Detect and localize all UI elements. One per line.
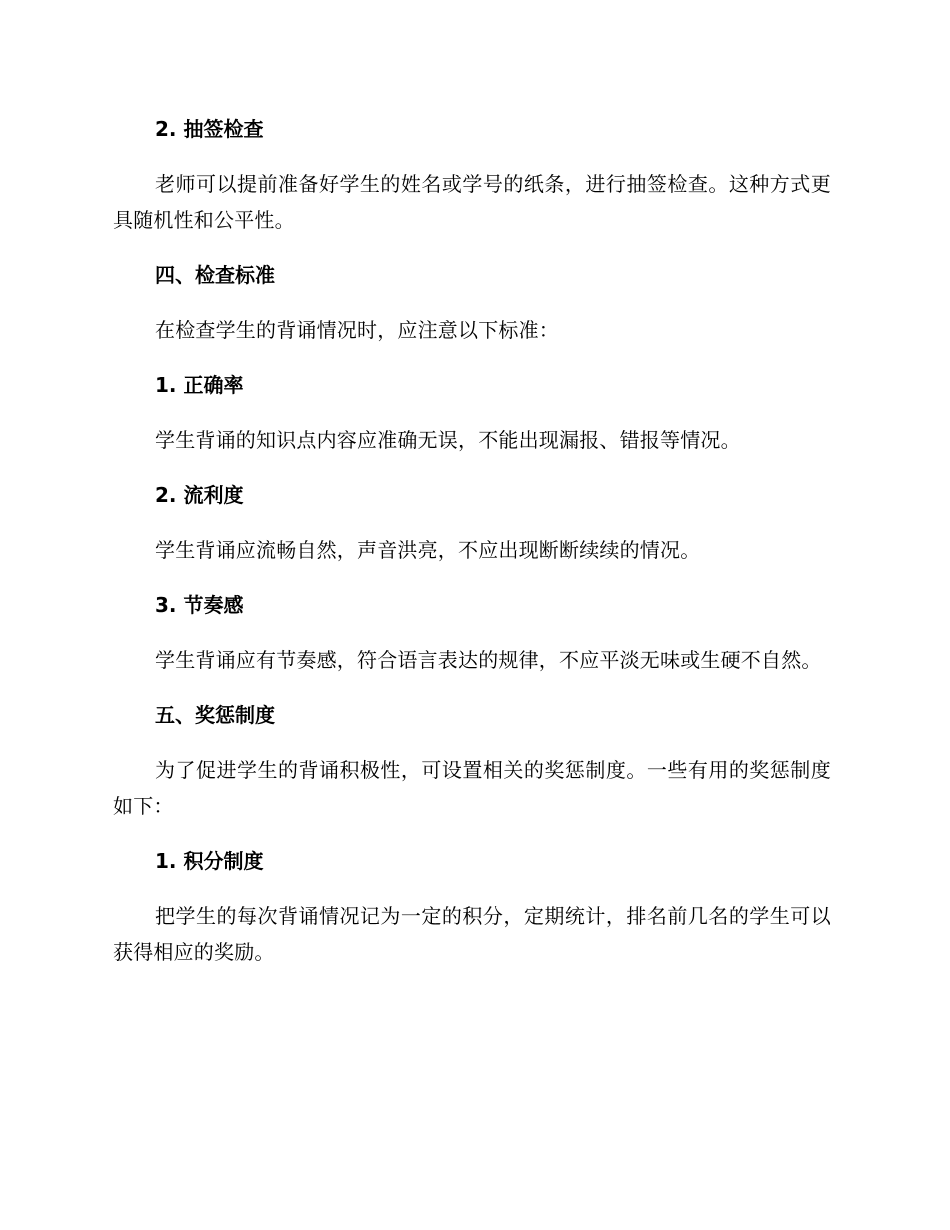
section-heading-check-standards: 四、检查标准 xyxy=(155,263,275,287)
section-heading-accuracy: 1. 正确率 xyxy=(155,373,244,397)
section-heading-fluency: 2. 流利度 xyxy=(155,483,244,507)
paragraph-fluency: 学生背诵应流畅自然，声音洪亮，不应出现断断续续的情况。 xyxy=(155,538,701,562)
section-heading-rhythm: 3. 节奏感 xyxy=(155,593,244,617)
paragraph-check-standards-intro: 在检查学生的背诵情况时，应注意以下标准： xyxy=(155,318,559,342)
document-body xyxy=(113,111,831,989)
paragraph-points-system: 把学生的每次背诵情况记为一定的积分，定期统计，排名前几名的学生可以获得相应的奖励。 xyxy=(113,904,831,964)
paragraph-accuracy: 学生背诵的知识点内容应准确无误，不能出现漏报、错报等情况。 xyxy=(155,428,741,452)
paragraph-reward-penalty-intro: 为了促进学生的背诵积极性，可设置相关的奖惩制度。一些有用的奖惩制度如下： xyxy=(113,758,831,818)
section-heading-reward-penalty: 五、奖惩制度 xyxy=(155,703,275,727)
section-heading-lottery-check: 2. 抽签检查 xyxy=(155,117,264,141)
paragraph-rhythm: 学生背诵应有节奏感，符合语言表达的规律，不应平淡无味或生硬不自然。 xyxy=(155,648,822,672)
section-heading-points-system: 1. 积分制度 xyxy=(155,849,264,873)
paragraph-lottery-check: 老师可以提前准备好学生的姓名或学号的纸条，进行抽签检查。这种方式更具随机性和公平性。 xyxy=(113,172,831,232)
